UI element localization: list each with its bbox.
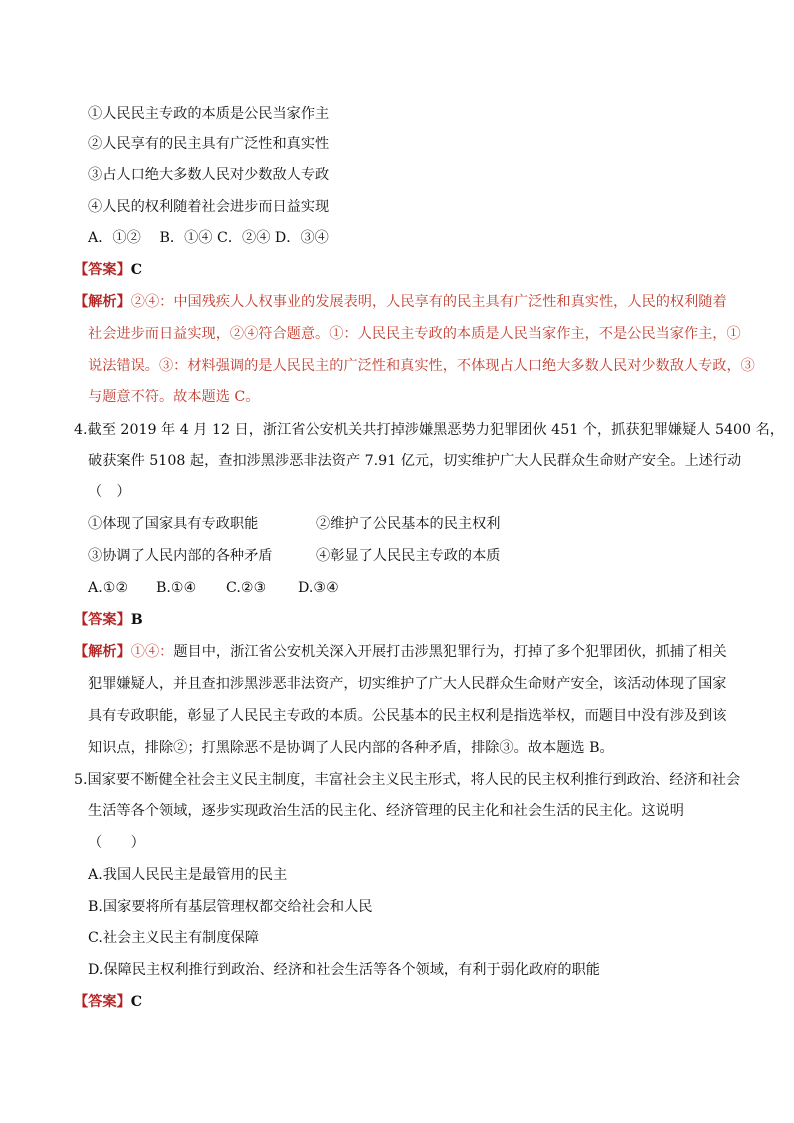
q4-analysis-line-3: 具有专政职能，彰显了人民民主专政的本质。公民基本的民主权利是指选举权，而题目中没有涉及到该 (88, 708, 727, 724)
q5-stem-line-1: 5.国家要不断健全社会主义民主制度，丰富社会主义民主形式，将人民的民主权利推行到政治、经济和社会 (74, 772, 741, 788)
q4-stem-line-3: （ ） (88, 484, 131, 500)
q4-analysis-line-2: 犯罪嫌疑人，并且查扣涉黑涉恶非法资产，切实维护了广大人民群众生命财产安全，该活动体现了国家 (88, 676, 727, 692)
q3-answer (74, 260, 142, 280)
q5-stem-line-3: （ ） (88, 835, 145, 851)
q3-choices: A．①② B．①④ C．②④ D．③④ (88, 230, 329, 246)
q5-option-a: A.我国人民民主是最管用的民主 (88, 867, 288, 883)
q4-option-2: ②维护了公民基本的民主权利 (316, 516, 501, 532)
q4-stem-line-1: 4.截至 2019 年 4 月 12 日，浙江省公安机关共打掉涉嫌黑恶势力犯罪团伙 451 个，抓获犯罪嫌疑人 5400 名， (74, 422, 784, 438)
answer-value: C (130, 994, 143, 1010)
q3-option-1: ①人民民主专政的本质是公民当家作主 (88, 106, 330, 122)
q4-option-1: ①体现了国家具有专政职能 (88, 516, 259, 532)
q4-choice-b: B.①④ (156, 580, 197, 596)
q4-option-4: ④彰显了人民民主专政的本质 (316, 548, 501, 564)
q5-option-d: D.保障民主权利推行到政治、经济和社会生活等各个领域，有利于弱化政府的职能 (88, 962, 600, 978)
q4-analysis-line-1 (74, 642, 727, 662)
q3-option-2: ②人民享有的民主具有广泛性和真实性 (88, 136, 330, 152)
q5-option-b: B.国家要将所有基层管理权都交给社会和人民 (88, 899, 373, 915)
analysis-label: ①④： (130, 644, 174, 660)
q3-analysis-line-4: 与题意不符。故本题选 C。 (88, 389, 260, 405)
q4-analysis-line-4: 知识点，排除②；打黑除恶不是协调了人民内部的各种矛盾，排除③。故本题选 B。 (88, 740, 614, 756)
analysis-text: ②④：中国残疾人人权事业的发展表明，人民享有的民主具有广泛性和真实性，人民的权利随着 (130, 294, 727, 310)
q4-answer (74, 610, 143, 630)
answer-tag: 【答案】 (74, 262, 131, 278)
q3-analysis-line-2: 社会进步而日益实现，②④符合题意。①：人民民主专政的本质是人民当家作主，不是公民当家作主，① (88, 326, 741, 342)
q5-option-c: C.社会主义民主有制度保障 (88, 930, 259, 946)
q4-choice-d: D.③④ (298, 580, 339, 596)
analysis-text: 题目中，浙江省公安机关深入开展打击涉黑犯罪行为，打掉了多个犯罪团伙，抓捕了相关 (173, 644, 727, 660)
q3-analysis-line-3: 说法错误。③：材料强调的是人民民主的广泛性和真实性，不体现占人口绝大多数人民对少数敌人专政，③ (88, 358, 755, 374)
answer-value: B (130, 612, 143, 628)
q4-choice-c: C.②③ (226, 580, 267, 596)
analysis-tag: 【解析】 (74, 294, 131, 310)
q4-choice-a: A.①② (88, 580, 129, 596)
answer-tag: 【答案】 (74, 994, 131, 1010)
q3-option-3: ③占人口绝大多数人民对少数敌人专政 (88, 167, 330, 183)
q5-answer (74, 992, 142, 1012)
answer-value: C (130, 262, 143, 278)
q5-stem-line-2: 生活等各个领域，逐步实现政治生活的民主化、经济管理的民主化和社会生活的民主化。这说明 (88, 803, 684, 819)
q4-option-3: ③协调了人民内部的各种矛盾 (88, 548, 273, 564)
analysis-tag: 【解析】 (74, 644, 131, 660)
q4-stem-line-2: 破获案件 5108 起，查扣涉黑涉恶非法资产 7.91 亿元，切实维护广大人民群众生命财产安全。上述行动 (88, 453, 742, 469)
answer-tag: 【答案】 (74, 612, 131, 628)
q3-option-4: ④人民的权利随着社会进步而日益实现 (88, 199, 330, 215)
q3-analysis-line-1 (74, 292, 727, 312)
